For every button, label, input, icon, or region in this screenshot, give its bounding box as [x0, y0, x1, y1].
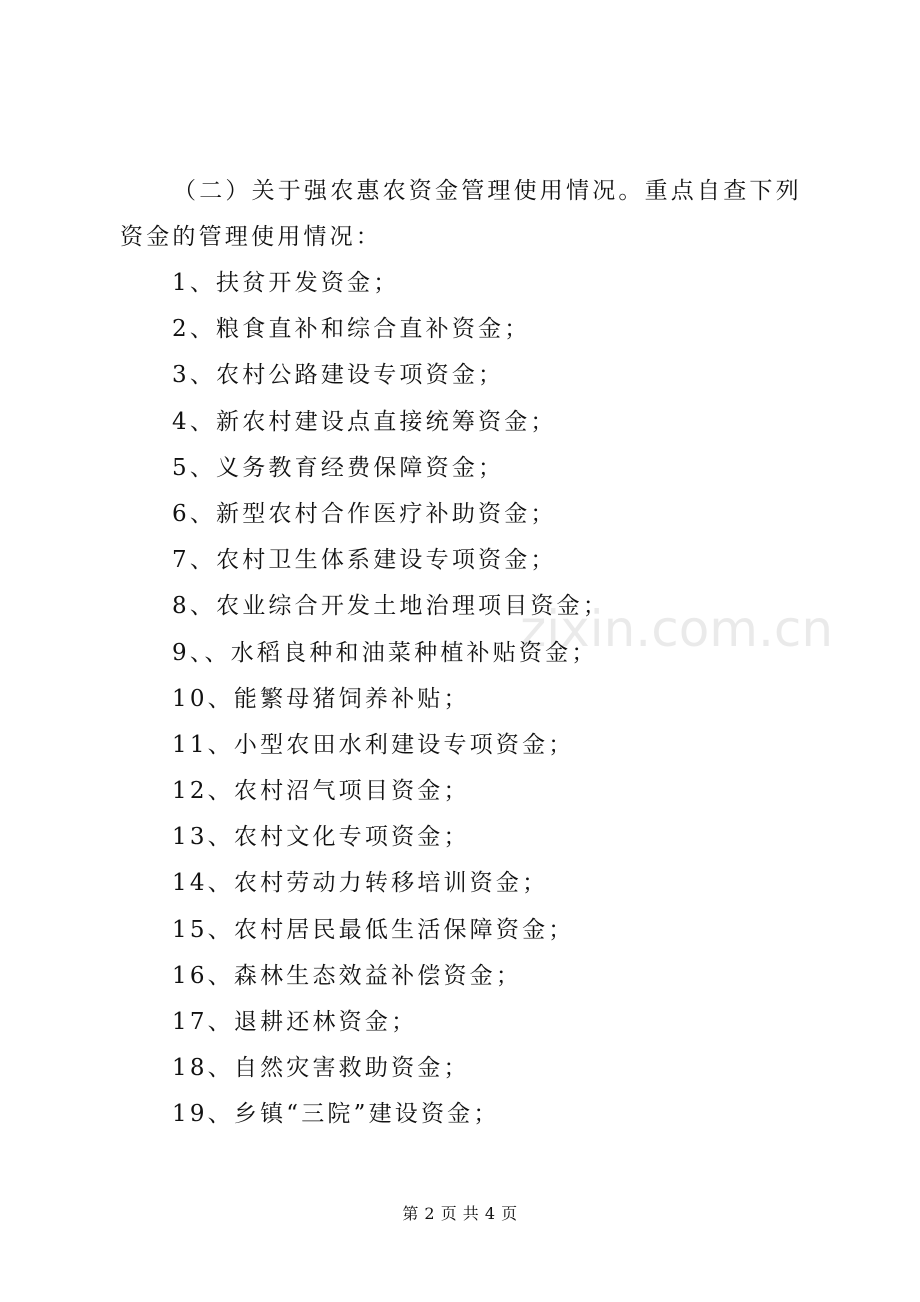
watermark: zixin.com.cn [520, 600, 834, 658]
list-item: 8、农业综合开发土地治理项目资金； [172, 593, 610, 620]
list-item: 16、森林生态效益补偿资金； [172, 962, 523, 989]
section-intro-paragraph: （二）关于强农惠农资金管理使用情况。重点自查下列资金的管理使用情况： [120, 178, 802, 250]
list-item: 18、自然灾害救助资金； [172, 1055, 470, 1082]
list-item: 5、义务教育经费保障资金； [172, 454, 505, 481]
list-item: 7、农村卫生体系建设专项资金； [172, 547, 557, 574]
list-item: 13、农村文化专项资金； [172, 824, 470, 851]
list-item: 12、农村沼气项目资金； [172, 778, 470, 805]
list-item: 14、农村劳动力转移培训资金； [172, 870, 549, 897]
list-item: 10、能繁母猪饲养补贴； [172, 685, 470, 712]
list-item: 19、乡镇“三院”建设资金； [172, 1101, 500, 1128]
list-item: 1、扶贫开发资金； [172, 270, 400, 296]
list-item: 2、粮食直补和综合直补资金； [172, 316, 531, 343]
list-item: 9、、水稻良种和油菜种植补贴资金； [172, 639, 598, 666]
list-item: 11、小型农田水利建设专项资金； [172, 731, 575, 758]
list-item: 17、退耕还林资金； [172, 1009, 418, 1035]
list-item: 15、农村居民最低生活保障资金； [172, 916, 575, 943]
page-footer: 第 2 页 共 4 页 [402, 1204, 518, 1223]
fund-list [172, 260, 609, 1138]
list-item: 3、农村公路建设专项资金； [172, 362, 505, 389]
list-item: 4、新农村建设点直接统筹资金； [172, 408, 557, 435]
list-item: 6、新型农村合作医疗补助资金； [172, 500, 557, 527]
